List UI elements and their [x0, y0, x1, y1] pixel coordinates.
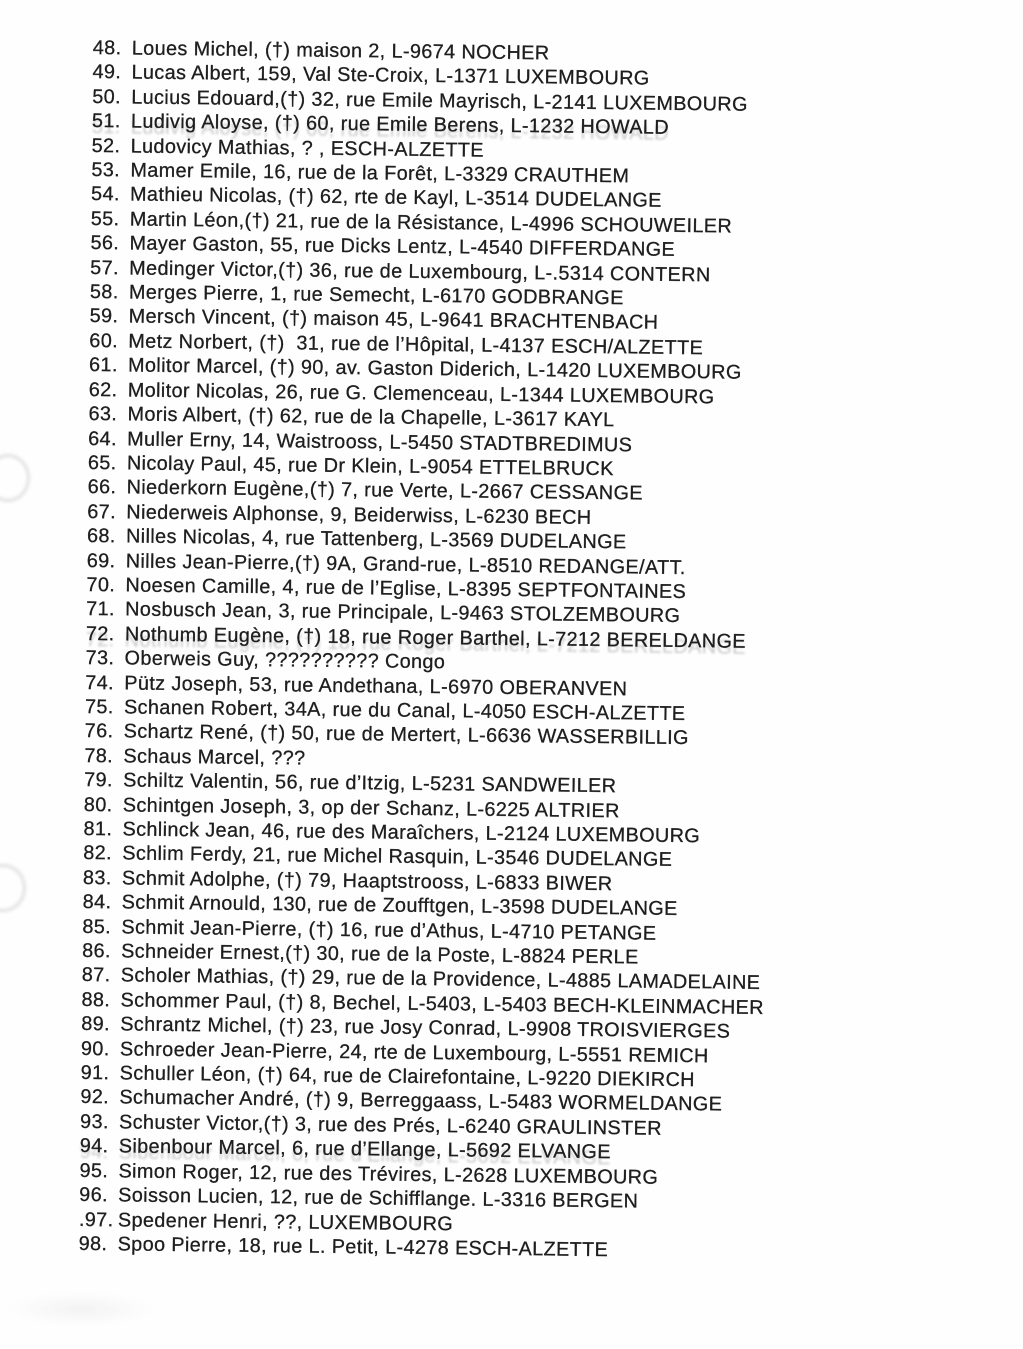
entry-text: Pütz Joseph, 53, rue Andethana, L-6970 OBERANVEN	[124, 671, 628, 700]
entry-number: 75.	[84, 695, 114, 719]
entry-text: Oberweis Guy, ?????????? Congo	[124, 647, 446, 674]
entry-text: Molitor Marcel, (†) 90, av. Gaston Diderich, L-1420 LUXEMBOURG	[127, 354, 742, 385]
entry-number: 67.	[87, 500, 117, 524]
entry-number: 92.	[80, 1086, 110, 1109]
entry-number: .97.	[78, 1208, 114, 1231]
entry-text: Spedener Henri, ??, LUXEMBOURG	[117, 1208, 454, 1235]
entry-text: Schuster Victor,(†) 3, rue des Prés, L-6240 GRAULINSTER	[118, 1111, 662, 1140]
entry-text: Nosbusch Jean, 3, rue Principale, L-9463 STOLZEMBOURG	[125, 598, 681, 628]
entry-text: Schmit Adolphe, (†) 79, Haaptstrooss, L-6833 BIWER	[121, 867, 613, 896]
entry-text: Nilles Nicolas, 4, rue Tattenberg, L-3569 DUDELANGE	[125, 525, 627, 554]
entry-text: Schiltz Valentin, 56, rue d’Itzig, L-5231 SANDWEILER	[123, 769, 617, 798]
entry-number: 98.	[78, 1232, 108, 1256]
entry-text: Schumacher André, (†) 9, Berreggaass, L-5483 WORMELDANGE	[119, 1086, 723, 1117]
entry-text: Medinger Victor,(†) 36, rue de Luxembourg, L-.5314 CONTERN	[129, 257, 711, 287]
entry-number: 89.	[81, 1013, 111, 1036]
entry-text: Soisson Lucien, 12, rue de Schifflange. L-3316 BERGEN	[118, 1184, 639, 1213]
entry-text: Spoo Pierre, 18, rue L. Petit, L-4278 ESCH-ALZETTE	[117, 1233, 609, 1262]
entry-number: 83.	[82, 866, 112, 890]
entry-number: 87.	[81, 964, 111, 987]
entry-text: Schlim Ferdy, 21, rue Michel Rasquin, L-3546 DUDELANGE	[122, 842, 673, 872]
entry-number: 82.	[83, 842, 113, 865]
entry-text: Schrantz Michel, (†) 23, rue Josy Conrad, L-9908 TROISVIERGES	[120, 1013, 731, 1043]
entry-number: 81.	[83, 817, 113, 841]
entry-number: 48.	[92, 36, 122, 60]
entry-number: 86.	[82, 939, 111, 963]
entry-number: 69.	[86, 549, 116, 572]
entry-number: 74.	[85, 671, 115, 694]
entry-number: 78.	[84, 744, 114, 768]
entry-text: Mathieu Nicolas, (†) 62, rte de Kayl, L-3514 DUDELANGE	[129, 183, 662, 213]
entry-number: 76.	[84, 720, 114, 743]
entry-text: Moris Albert, (†) 62, rue de la Chapelle, L-3617 KAYL	[127, 403, 615, 432]
entry-text: Molitor Nicolas, 26, rue G. Clemenceau, L-1344 LUXEMBOURG	[127, 379, 715, 409]
entry-text: Metz Norbert, (†) 31, rue de l’Hôpital, L-4137 ESCH/ALZETTE	[128, 330, 704, 360]
entry-text: Merges Pierre, 1, rue Semecht, L-6170 GODBRANGE	[128, 281, 624, 310]
entry-number: 93.	[79, 1110, 109, 1134]
entry-text: Nilles Jean-Pierre,(†) 9A, Grand-rue, L-8510 REDANGE/ATT.	[125, 549, 686, 579]
entry-number: 95.	[79, 1159, 109, 1182]
entry-text: Schneider Ernest,(†) 30, rue de la Poste, L-8824 PERLE	[121, 940, 639, 969]
entry-text: Nothumb Eugène, (†) 18, rue Roger Barthel, L-7212 BERELDANGE	[124, 623, 747, 653]
entry-text: Schanen Robert, 34A, rue du Canal, L-4050 ESCH-ALZETTE	[123, 696, 686, 726]
entry-text: Schaus Marcel, ???	[123, 745, 306, 770]
entry-text: Schlinck Jean, 46, rue des Maraîchers, L-2124 LUXEMBOURG	[122, 818, 701, 848]
entry-text: Schuller Léon, (†) 64, rue de Clairefontaine, L-9220 DIEKIRCH	[119, 1062, 696, 1092]
entry-text: Ludovicy Mathias, ? , ESCH-ALZETTE	[130, 135, 485, 162]
entry-text: Mayer Gaston, 55, rue Dicks Lentz, L-4540 DIFFERDANGE	[129, 232, 676, 262]
entry-number: 62.	[88, 378, 118, 402]
entry-number: 59.	[89, 305, 119, 328]
entry-number: 68.	[86, 525, 116, 548]
entry-text: Simon Roger, 12, rue des Trévires, L-2628 LUXEMBOURG	[118, 1160, 659, 1189]
entry-text: Schommer Paul, (†) 8, Bechel, L-5403, L-5403 BECH-KLEINMACHER	[120, 989, 765, 1019]
entry-text: Mersch Vincent, (†) maison 45, L-9641 BRACHTENBACH	[128, 305, 659, 335]
entry-number: 65.	[87, 451, 117, 475]
entry-text: Niederkorn Eugène,(†) 7, rue Verte, L-2667 CESSANGE	[126, 476, 644, 505]
entry-number: 57.	[90, 256, 120, 279]
entry-text: Schroeder Jean-Pierre, 24, rte de Luxembourg, L-5551 REMICH	[119, 1038, 709, 1068]
entry-number: 49.	[92, 61, 122, 84]
entry-text: Niederweis Alphonse, 9, Beiderwiss, L-6230 BECH	[126, 501, 592, 529]
entry-number: 58.	[89, 281, 119, 304]
entry-number: 94.	[79, 1135, 109, 1158]
entry-number: 96.	[79, 1184, 109, 1207]
entry-text: Scholer Mathias, (†) 29, rue de la Providence, L-4885 LAMADELAINE	[120, 964, 761, 995]
entry-number: 64.	[88, 427, 118, 450]
entry-number: 85.	[82, 915, 112, 938]
scan-artifact-ring	[0, 454, 30, 502]
entry-number: 84.	[82, 891, 112, 914]
entry-number: 88.	[81, 988, 111, 1012]
entry-text: Schartz René, (†) 50, rue de Mertert, L-6636 WASSERBILLIG	[123, 720, 690, 750]
entry-text: Martin Léon,(†) 21, rue de la Résistance, L-4996 SCHOUWEILER	[129, 208, 733, 238]
entry-number: 56.	[90, 232, 120, 255]
entry-number: 54.	[90, 183, 120, 206]
entry-text: Schmit Arnould, 130, rue de Zoufftgen, L-3598 DUDELANGE	[121, 891, 678, 921]
entry-number: 66.	[87, 476, 117, 499]
entry-number: 70.	[86, 573, 116, 597]
entry-text: Sibenbour Marcel, 6, rue d’Ellange, L-5692 ELVANGE	[118, 1135, 612, 1164]
entry-number: 61.	[88, 354, 118, 377]
entry-number: 51.	[91, 110, 121, 133]
entry-text: Loues Michel, (†) maison 2, L-9674 NOCHER	[131, 37, 550, 65]
entry-text: Schintgen Joseph, 3, op der Schanz, L-6225 ALTRIER	[122, 794, 620, 822]
entry-text: Noesen Camille, 4, rue de l’Eglise, L-8395 SEPTFONTAINES	[125, 574, 687, 604]
entry-text: Mamer Emile, 16, rue de la Forêt, L-3329 CRAUTHEM	[130, 159, 630, 188]
entry-text: Nicolay Paul, 45, rue Dr Klein, L-9054 ETTELBRUCK	[126, 452, 614, 481]
entry-number: 72.	[85, 622, 115, 646]
entry-number: 50.	[92, 85, 122, 109]
entry-number: 52.	[91, 134, 121, 157]
entry-number: 63.	[88, 403, 118, 426]
entry-number: 79.	[84, 769, 113, 792]
entry-number: 80.	[83, 793, 113, 816]
entry-number: 90.	[80, 1037, 110, 1060]
scan-artifact-ring	[0, 864, 26, 912]
entry-number: 55.	[90, 207, 120, 231]
entry-number: 91.	[80, 1061, 110, 1085]
entry-number: 71.	[86, 598, 116, 621]
entry-number: 73.	[85, 647, 115, 670]
entry-list	[79, 36, 776, 1264]
entry-text: Lucius Edouard,(†) 32, rue Emile Mayrisch, L-2141 LUXEMBOURG	[131, 86, 748, 116]
entry-text: Ludivig Aloyse, (†) 60, rue Emile Berens, L-1232 HOWALD	[130, 110, 670, 140]
entry-text: Schmit Jean-Pierre, (†) 16, rue d’Athus, L-4710 PETANGE	[121, 916, 657, 945]
entry-text: Lucas Albert, 159, Val Ste-Croix, L-1371 LUXEMBOURG	[131, 61, 650, 91]
entry-number: 53.	[91, 159, 121, 182]
scan-artifact-smudge	[6, 1292, 156, 1326]
entry-text: Muller Erny, 14, Waistrooss, L-5450 STADTBREDIMUS	[127, 427, 633, 456]
entry-number: 60.	[89, 329, 119, 353]
